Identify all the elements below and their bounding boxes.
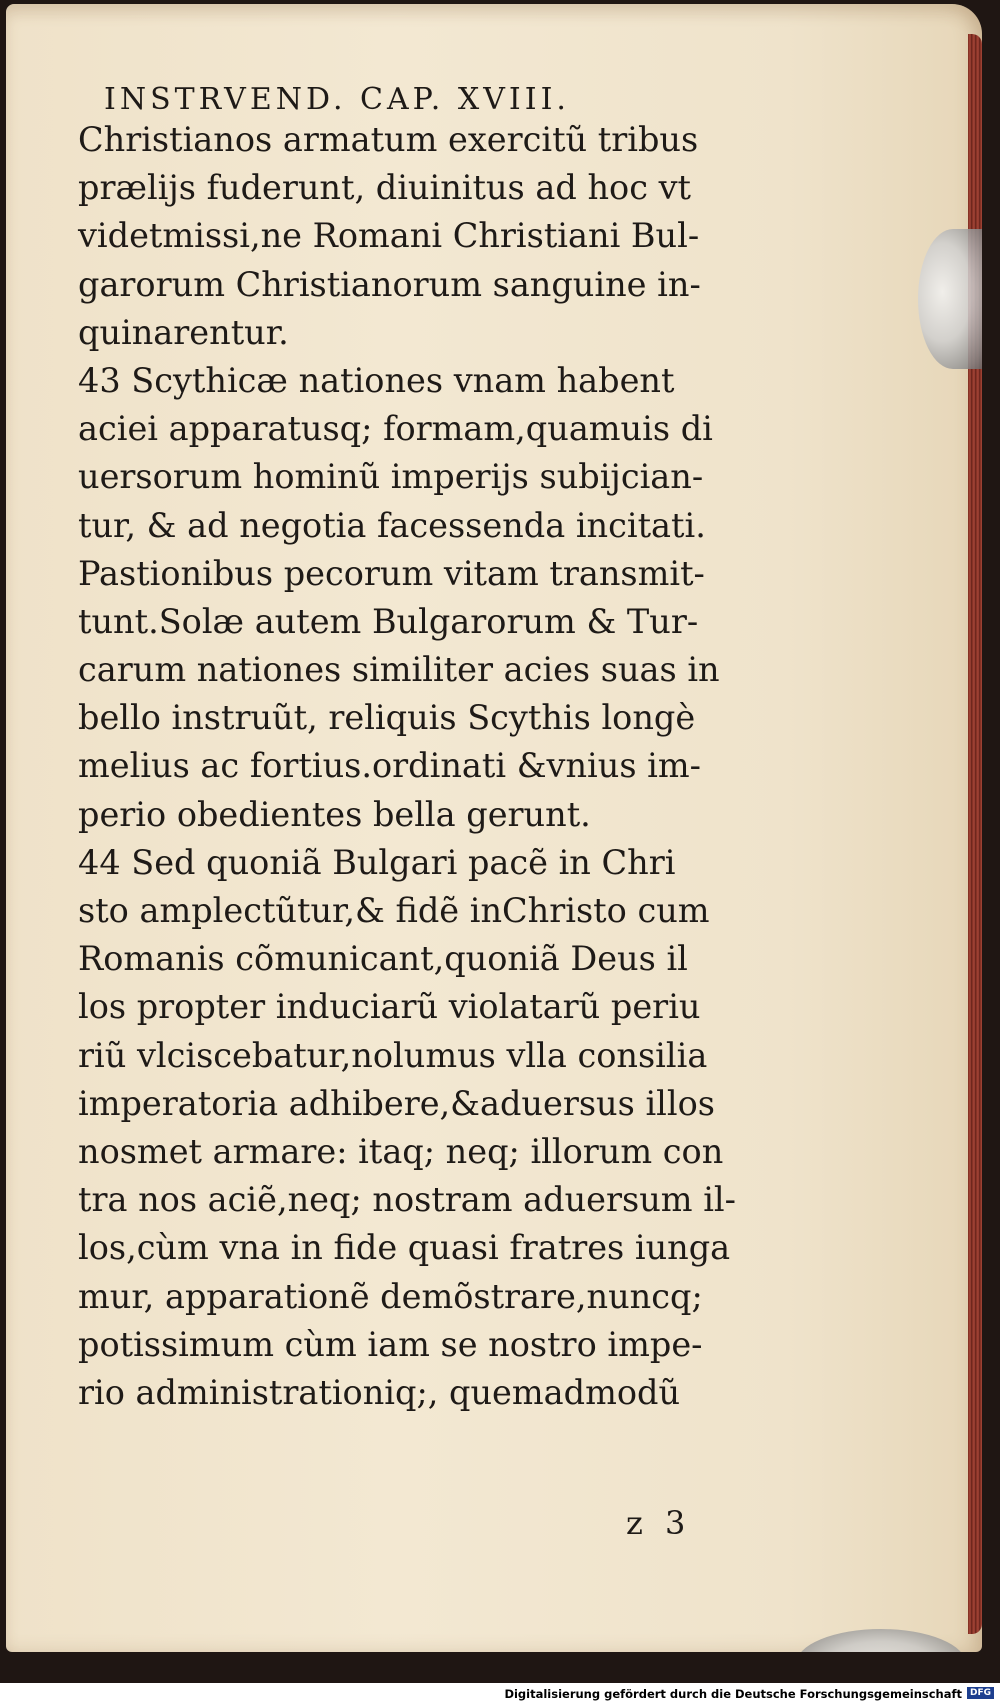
- text-line: perio obedientes bella gerunt.: [78, 794, 591, 834]
- text-line: Romanis cõmunicant,quoniã Deus il: [78, 939, 688, 979]
- page-clip-bottom: [796, 1629, 966, 1652]
- text-line: videtmissi,ne Romani Christiani Bul-: [78, 216, 700, 256]
- text-line: tunt.Solæ autem Bulgarorum & Tur-: [78, 601, 699, 641]
- text-line: bello instruũt, reliquis Scythis longè: [78, 698, 696, 738]
- digitization-credit-bar: [0, 1683, 1000, 1705]
- text-line: quinarentur.: [78, 312, 289, 352]
- text-line: aciei apparatusq; formam,quamuis di: [78, 409, 713, 449]
- text-line: Pastionibus pecorum vitam transmit-: [78, 553, 705, 593]
- text-line: prælijs fuderunt, diuinitus ad hoc vt: [78, 168, 691, 208]
- text-line: 43 Scythicæ nationes vnam habent: [78, 360, 675, 400]
- text-line: rio administrationiq;, quemadmodũ: [78, 1372, 681, 1412]
- text-line: Christianos armatum exercitũ tribus: [78, 120, 699, 159]
- text-line: los propter induciarũ violatarũ periu: [78, 987, 701, 1027]
- dfg-logo: DFG: [967, 1687, 994, 1699]
- text-line: nosmet armare: itaq; neq; illorum con: [78, 1131, 724, 1171]
- text-line: carum nationes similiter acies suas in: [78, 650, 720, 690]
- text-line: mur, apparationẽ demõstrare,nuncq;: [78, 1276, 703, 1316]
- signature-mark: z 3: [626, 1504, 692, 1542]
- text-line: riũ vlciscebatur,nolumus vlla consilia: [78, 1035, 708, 1075]
- credit-text: Digitalisierung gefördert durch die Deutsche Forschungsgemeinschaft: [504, 1687, 962, 1701]
- text-line: garorum Christianorum sanguine in-: [78, 264, 701, 304]
- text-line: sto amplectũtur,& fidẽ inChristo cum: [78, 891, 710, 930]
- book-page: [6, 4, 982, 1652]
- text-line: imperatoria adhibere,&aduersus illos: [78, 1083, 715, 1123]
- running-header: INSTRVEND. CAP. XVIII.: [104, 82, 570, 117]
- page-clip: [918, 229, 982, 369]
- text-line: tur, & ad negotia facessenda incitati.: [78, 505, 706, 545]
- text-block: [78, 116, 798, 1417]
- text-line: potissimum cùm iam se nostro impe-: [78, 1324, 703, 1364]
- text-line: tra nos aciẽ,neq; nostram aduersum il-: [78, 1180, 736, 1220]
- text-line: melius ac fortius.ordinati &vnius im-: [78, 746, 701, 786]
- text-line: 44 Sed quoniã Bulgari pacẽ in Chri: [78, 842, 676, 882]
- text-line: uersorum hominũ imperijs subijcian-: [78, 457, 704, 497]
- text-line: los,cùm vna in fide quasi fratres iunga: [78, 1228, 731, 1268]
